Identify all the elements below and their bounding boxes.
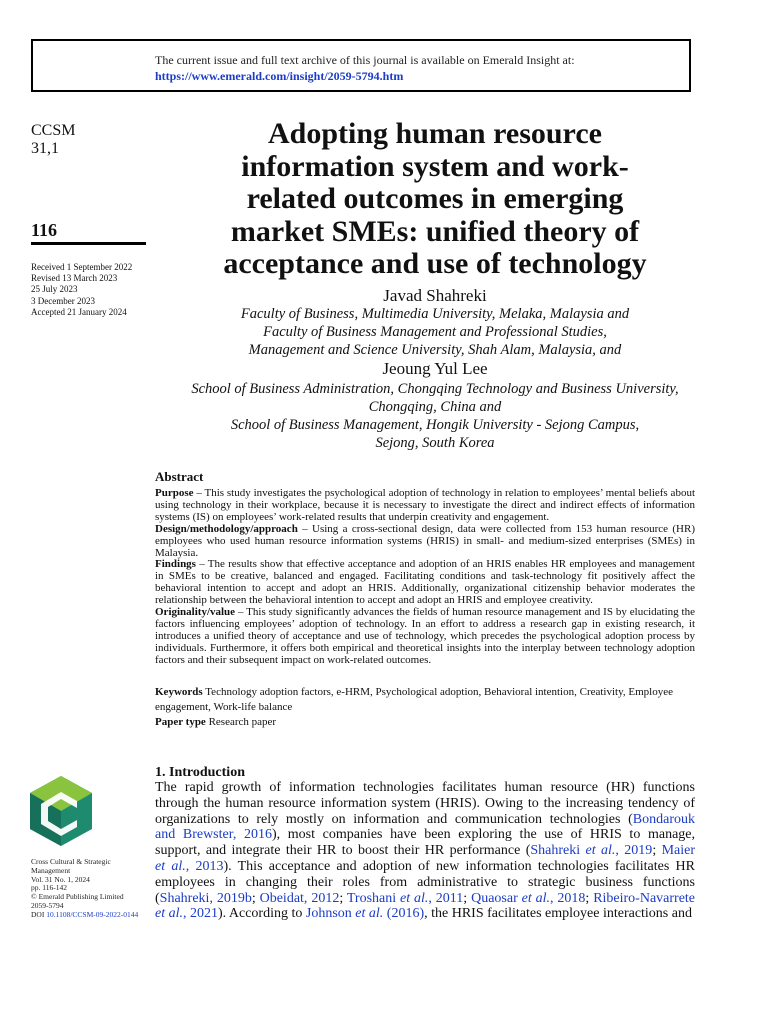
title-line: information system and work-	[241, 149, 629, 183]
paragraph-text: through the human resource information system (HRIS). Owing to the increasing tendency of	[155, 795, 695, 811]
paragraph-text: ;	[463, 890, 472, 906]
emerald-logo-icon	[30, 776, 92, 846]
article-dates	[31, 262, 132, 318]
doi-link[interactable]: 10.1108/CCSM-09-2022-0144	[46, 909, 139, 919]
paragraph-text: (	[155, 890, 160, 906]
date-received: Received 1 September 2022	[31, 262, 133, 272]
citation-link[interactable]: , 2018	[550, 890, 586, 906]
title-line: related outcomes in emerging	[246, 182, 624, 215]
page-number: 116	[31, 220, 58, 240]
citation-link[interactable]: et al.	[585, 843, 616, 859]
author-name: Jeoung Yul Lee	[382, 359, 488, 378]
paragraph-line	[155, 843, 695, 859]
citation-link[interactable]: Ribeiro-Navarrete	[593, 890, 696, 906]
date-revised: 3 December 2023	[31, 295, 95, 306]
abstract-heading: Abstract	[155, 469, 204, 484]
article-title	[150, 118, 720, 281]
paragraph-line	[155, 780, 695, 796]
abstract-originality	[155, 607, 695, 667]
divider	[31, 242, 146, 245]
citation-link[interactable]: et al.	[521, 890, 551, 906]
author-affiliation	[150, 380, 720, 452]
paragraph-line	[155, 875, 695, 891]
citation-link[interactable]: et al.	[155, 906, 183, 922]
paragraph-text: organizations to rely mostly on information and communication technologies (	[155, 811, 633, 827]
affiliation-line: School of Business Management, Hongik University - Sejong Campus,	[230, 417, 640, 433]
doi-line	[31, 911, 138, 920]
paper-type-label: Paper type	[155, 716, 206, 728]
paper-type	[155, 716, 276, 728]
keywords-label: Keywords	[155, 686, 203, 698]
publication-footer	[31, 858, 138, 920]
citation-link[interactable]: , 2013	[185, 858, 224, 874]
date-revised: 25 July 2023	[31, 284, 78, 295]
author-affiliation	[150, 305, 720, 359]
footer-line: 2059-5794	[31, 900, 64, 910]
paragraph-line	[155, 906, 695, 922]
citation-link[interactable]: Troshani	[346, 890, 401, 906]
paragraph-line	[155, 812, 695, 828]
doi-label: DOI	[31, 909, 45, 919]
affiliation-line: Management and Science University, Shah Alam, Malaysia, and	[248, 342, 622, 358]
citation-link[interactable]: et al.	[155, 858, 186, 874]
paragraph-line	[155, 796, 695, 812]
footer-line: © Emerald Publishing Limited	[31, 892, 124, 902]
abstract-purpose	[155, 488, 695, 524]
citation-link[interactable]: Quaosar	[471, 890, 522, 906]
citation-link[interactable]: et al.	[400, 890, 429, 906]
paragraph-text: ;	[251, 890, 260, 906]
paragraph-line	[155, 891, 695, 907]
title-line: Adopting human resource	[268, 117, 602, 150]
title-line: market SMEs: unified theory of	[230, 214, 640, 248]
footer-line: Cross Cultural & Strategic	[31, 857, 111, 866]
abstract-body	[155, 488, 695, 667]
title-line: acceptance and use of technology	[223, 247, 647, 280]
citation-link[interactable]: Maier	[661, 843, 696, 859]
affiliation-line: Sejong, South Korea	[375, 435, 495, 451]
paragraph-text: ;	[585, 890, 594, 906]
journal-volume: 31,1	[31, 140, 59, 157]
section-label: Design/methodology/approach	[155, 522, 298, 535]
keywords	[155, 685, 695, 715]
citation-link[interactable]: Shahreki	[530, 843, 586, 859]
author-name: Javad Shahreki	[383, 286, 487, 305]
paragraph-line	[155, 827, 695, 843]
section-text: – This study investigates the psychological adoption of technology in relation to employees’ mental beliefs about using technology in their workplace, because it is necessary to investigate the direct and indirect effects of information systems (IS) on employees’ work-related results that underpin creativity and engagement.	[155, 487, 695, 523]
citation-link[interactable]: , 2021	[183, 906, 218, 922]
introduction-body	[155, 780, 695, 922]
section-heading: 1. Introduction	[155, 765, 245, 780]
section-text: – This study significantly advances the fields of human resource management and IS by elucidating the factors influencing employees’ adoption of technology. In an effort to address a research gap in existing research, it introduces a unified theory of acceptance and use of technology, which precedes the psychological adoption process by individuals. Furthermore, it offers both empirical and theoretical insights into the interplay between technology adoption factors and their subsequent impact on work-related outcomes.	[155, 606, 695, 666]
paragraph-text: ;	[652, 843, 662, 859]
citation-link[interactable]: , 2011	[428, 890, 464, 906]
citation-link[interactable]: Bondarouk	[632, 811, 695, 827]
section-label: Originality/value	[155, 606, 236, 619]
date-accepted: Accepted 21 January 2024	[31, 306, 127, 317]
paragraph-text: The rapid growth of information technologies facilitates human resource (HR) functions	[155, 780, 695, 795]
affiliation-line: Faculty of Business, Multimedia University, Melaka, Malaysia and	[240, 306, 630, 322]
abstract-findings	[155, 559, 695, 607]
affiliation-line: Faculty of Business Management and Professional Studies,	[263, 324, 607, 340]
section-text: – Using a cross-sectional design, data were collected from 153 human resource (HR) employees who used human resource information systems (HRIS) in small- and medium-sized enterprises (SMEs) in Malaysia.	[155, 522, 695, 559]
citation-link[interactable]: , 2019	[615, 843, 653, 859]
paper-type-value: Research paper	[208, 716, 277, 728]
affiliation-line: School of Business Administration, Chongqing Technology and Business University,	[191, 381, 679, 397]
citation-link[interactable]: (2016)	[383, 906, 425, 922]
journal-info	[31, 122, 75, 158]
paragraph-text: support, and integrate their HR to boost their HR performance (	[155, 843, 531, 859]
footer-line: Vol. 31 No. 1, 2024	[31, 874, 90, 884]
citation-link[interactable]: Obeidat, 2012	[259, 890, 340, 906]
paragraph-text: ). This acceptance and adoption of new information technologies facilitates HR	[223, 858, 695, 874]
journal-abbreviation: CCSM	[31, 122, 76, 139]
section-text: – The results show that effective acceptance and adoption of an HRIS enables HR employees and management in SMEs to be creative, balanced and engaged. Facilitating conditions and task-technology fit positively affect the behavioral intention to accept and adopt an HRIS. Additionally, organizational citizenship behavior moderates the relationship between the behavioral intention to accept and adopt an HRIS and employee creativity.	[155, 558, 695, 607]
paragraph-line	[155, 859, 695, 875]
citation-link[interactable]: and Brewster, 2016	[155, 827, 272, 843]
paragraph-text: employees in changing their roles from administrative to strategic business functions	[155, 874, 695, 890]
citation-link[interactable]: Johnson	[305, 906, 356, 922]
footer-line: pp. 116-142	[31, 883, 67, 893]
date-revised: Revised 13 March 2023	[31, 273, 118, 284]
paragraph-text: ;	[339, 890, 347, 906]
footer-line: Management	[31, 865, 71, 875]
paragraph-text: ). According to	[218, 906, 306, 922]
journal-access-notice	[31, 39, 691, 92]
citation-link[interactable]: Shahreki, 2019b	[159, 890, 252, 906]
keywords-text: Technology adoption factors, e-HRM, Psychological adoption, Behavioral intention, Creativity, Employee engagement, Work-life balance	[155, 686, 673, 713]
journal-url-link[interactable]: https://www.emerald.com/insight/2059-5794.htm	[155, 69, 404, 83]
section-label: Purpose	[155, 487, 194, 499]
paragraph-text: , the HRIS facilitates employee interactions and	[424, 906, 692, 922]
affiliation-line: Chongqing, China and	[368, 399, 502, 415]
section-label: Findings	[155, 558, 196, 571]
notice-text: The current issue and full text archive of this journal is available on Emerald Insight at:	[155, 53, 575, 67]
paragraph-text: ), most companies have been exploring the use of HRIS to manage,	[271, 827, 695, 843]
citation-link[interactable]: et al.	[355, 906, 384, 922]
abstract-design	[155, 524, 695, 560]
